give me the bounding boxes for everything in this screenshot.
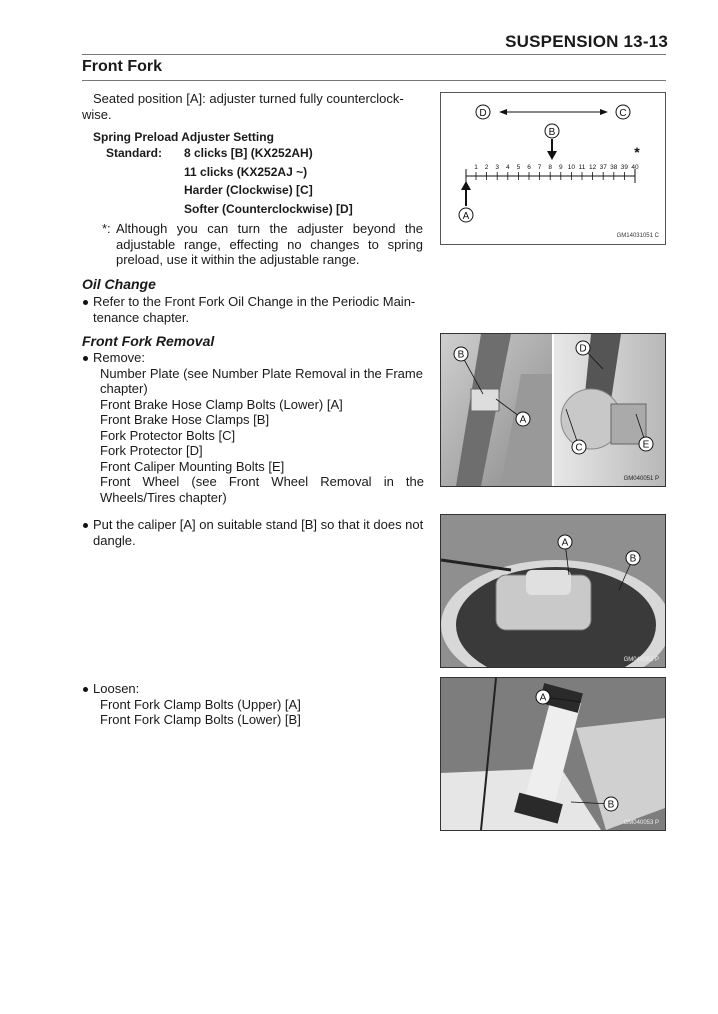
section-rule <box>82 80 666 81</box>
photo3-code: GM040053 P <box>623 820 659 826</box>
caliper-piston <box>526 570 571 595</box>
intro-paragraph <box>82 91 424 122</box>
photo-fork-hose-caliper <box>440 333 666 487</box>
note-mark: *: <box>102 221 111 236</box>
callout-c: C <box>619 108 627 119</box>
oil-change-heading: Oil Change <box>82 276 156 292</box>
spec-value: 8 clicks [B] (KX252AH) <box>184 146 313 160</box>
remove-item: Front Brake Hose Clamp Bolts (Lower) [A] <box>100 396 343 412</box>
arrow-b-head-icon <box>547 151 557 160</box>
hose-clamp <box>471 389 499 411</box>
remove-item: Front Brake Hose Clamps [B] <box>100 412 270 427</box>
remove-step <box>82 350 424 505</box>
intro-line: wise. <box>82 106 112 122</box>
callout-label: A <box>519 414 527 426</box>
tick-label: 39 <box>620 164 629 171</box>
callout-label: E <box>642 439 650 451</box>
tick-label: 10 <box>567 164 576 171</box>
tick-label: 9 <box>558 164 563 171</box>
callout-label: A <box>561 537 569 549</box>
header-rule <box>82 54 666 55</box>
arrowhead-left-icon <box>499 109 507 115</box>
tick-label: 1 <box>474 164 478 171</box>
spec-standard-label: Standard: <box>106 146 163 160</box>
asterisk-mark: * <box>634 144 640 160</box>
remove-item: Front Wheel (see Front Wheel Removal in the <box>100 474 424 489</box>
note-line: preload, use it within the adjustable range. <box>116 252 360 267</box>
spec-value: 11 clicks (KX252AJ ~) <box>184 165 308 179</box>
callout-label: D <box>579 343 587 355</box>
callout-label: C <box>575 442 583 454</box>
tick-label: 11 <box>578 164 586 171</box>
loosen-item: Front Fork Clamp Bolts (Lower) [B] <box>100 712 301 727</box>
note-line: Although you can turn the adjuster beyond the <box>116 221 423 236</box>
tick-labels <box>474 164 639 171</box>
callout-label: B <box>629 553 637 565</box>
spec-value: Softer (Counterclockwise) [D] <box>184 202 353 216</box>
tick-label: 7 <box>537 164 542 171</box>
callout-label: B <box>607 799 615 811</box>
note-text <box>116 221 423 268</box>
callout-b: B <box>548 127 556 138</box>
tick-label: 5 <box>516 164 521 171</box>
tick-label: 3 <box>495 164 500 171</box>
tick-label: 4 <box>505 164 510 171</box>
tick-label: 40 <box>631 164 639 171</box>
loosen-item: Front Fork Clamp Bolts (Upper) [A] <box>100 696 301 712</box>
remove-label: Remove: <box>82 350 424 366</box>
spec-value: Harder (Clockwise) [C] <box>184 183 313 197</box>
photo2-code: GM040052 P <box>623 657 659 663</box>
intro-line: Seated position [A]: adjuster turned fully counterclock- <box>93 91 404 106</box>
tick-label: 8 <box>548 164 553 171</box>
callout-label: B <box>457 349 465 361</box>
bullet-line: tenance chapter. <box>93 309 190 325</box>
tick-label: 6 <box>527 164 531 171</box>
tick-label: 37 <box>599 164 607 171</box>
spec-title: Spring Preload Adjuster Setting <box>93 130 274 144</box>
bullet-line: Refer to the Front Fork Oil Change in the Periodic Main- <box>82 294 424 310</box>
remove-item: chapter) <box>100 381 148 396</box>
bullet-line: dangle. <box>93 532 136 548</box>
remove-item: Front Caliper Mounting Bolts [E] <box>100 458 285 474</box>
callout-label: A <box>539 692 547 704</box>
figure-code: GM14031051 C <box>616 233 659 239</box>
loosen-label: Loosen: <box>82 681 424 697</box>
photo2-svg <box>441 515 665 667</box>
page-header-title: SUSPENSION 13-13 <box>505 32 668 51</box>
remove-item: Wheels/Tires chapter) <box>100 489 227 505</box>
callout-a: A <box>462 211 470 222</box>
tick-label: 2 <box>484 164 489 171</box>
photo-caliper-on-stand <box>440 514 666 668</box>
photo1-code: GM040051 P <box>623 476 659 482</box>
arrowhead-right-icon <box>600 109 608 115</box>
note-line: adjustable range, effecting no changes to spring <box>116 236 423 252</box>
tick-label: 12 <box>588 164 597 171</box>
photo3-svg <box>441 678 665 830</box>
photo1-svg <box>441 334 665 486</box>
caliper <box>611 404 646 444</box>
adjuster-diagram <box>440 92 666 245</box>
remove-item: Fork Protector Bolts [C] <box>100 427 236 443</box>
callout-d: D <box>479 108 487 119</box>
remove-item: Number Plate (see Number Plate Removal in the Frame <box>100 365 423 381</box>
arrow-a-head-icon <box>461 181 471 190</box>
remove-item: Fork Protector [D] <box>100 443 203 458</box>
loosen-step <box>82 681 424 728</box>
oil-change-step <box>82 294 424 325</box>
adjuster-diagram-svg <box>441 93 665 244</box>
bullet-line: Put the caliper [A] on suitable stand [B] so that it does not <box>82 517 424 533</box>
section-title: Front Fork <box>82 58 162 75</box>
caliper-step <box>82 517 424 548</box>
tick-label: 38 <box>610 164 618 171</box>
removal-heading: Front Fork Removal <box>82 333 215 349</box>
photo-fork-clamp-bolts <box>440 677 666 831</box>
